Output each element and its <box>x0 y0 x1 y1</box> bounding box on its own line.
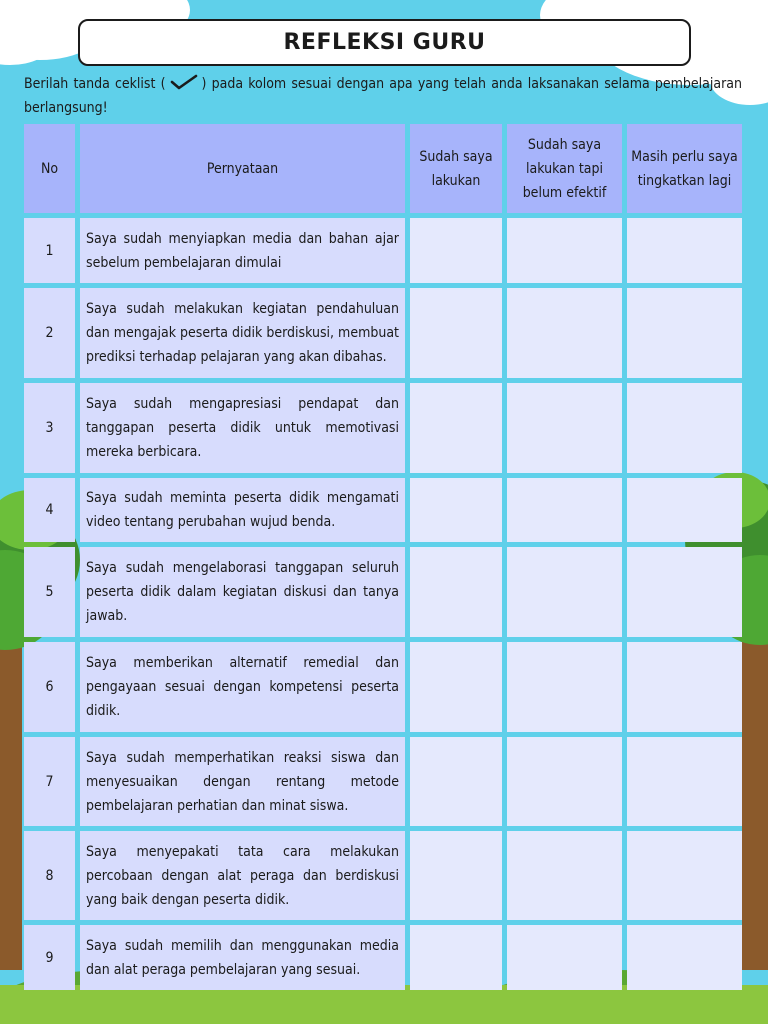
row-statement <box>80 547 405 637</box>
row-number: 3 <box>24 383 75 473</box>
row-number: 7 <box>24 737 75 826</box>
checkbox-done[interactable] <box>410 737 502 826</box>
row-statement-text: Saya menyepakati tata cara melakukan percobaan dengan alat peraga dan berdiskusi yang baik dengan peserta didik. <box>86 843 399 908</box>
checkbox-not-effective[interactable] <box>507 925 622 990</box>
checkbox-improve[interactable] <box>627 288 742 378</box>
row-number: 1 <box>24 218 75 283</box>
row-statement <box>80 218 405 283</box>
page-title: REFLEKSI GURU <box>78 19 691 66</box>
checkbox-improve[interactable] <box>627 831 742 920</box>
row-statement <box>80 831 405 920</box>
header-statement: Pernyataan <box>80 124 405 213</box>
checkbox-not-effective[interactable] <box>507 642 622 732</box>
checkbox-not-effective[interactable] <box>507 737 622 826</box>
checkbox-done[interactable] <box>410 642 502 732</box>
checkbox-not-effective[interactable] <box>507 547 622 637</box>
row-number: 2 <box>24 288 75 378</box>
row-statement-text: Saya sudah memilih dan menggunakan media dan alat peraga pembelajaran yang sesuai. <box>86 937 399 978</box>
checkmark-icon <box>168 74 200 90</box>
checkbox-done[interactable] <box>410 478 502 542</box>
header-improve: Masih perlu saya tingkatkan lagi <box>627 124 742 213</box>
row-number: 4 <box>24 478 75 542</box>
checkbox-done[interactable] <box>410 383 502 473</box>
row-statement <box>80 478 405 542</box>
checkbox-done[interactable] <box>410 831 502 920</box>
row-number: 6 <box>24 642 75 732</box>
row-statement <box>80 288 405 378</box>
checkbox-improve[interactable] <box>627 642 742 732</box>
checkbox-not-effective[interactable] <box>507 478 622 542</box>
reflection-table <box>24 124 744 990</box>
checkbox-improve[interactable] <box>627 383 742 473</box>
checkbox-not-effective[interactable] <box>507 383 622 473</box>
row-statement <box>80 925 405 990</box>
checkbox-improve[interactable] <box>627 925 742 990</box>
checkbox-improve[interactable] <box>627 218 742 283</box>
row-number: 8 <box>24 831 75 920</box>
checkbox-done[interactable] <box>410 218 502 283</box>
row-statement <box>80 737 405 826</box>
row-statement-text: Saya sudah memperhatikan reaksi siswa dan menyesuaikan dengan rentang metode pembelajaran perhatian dan minat siswa. <box>86 749 399 814</box>
row-statement-text: Saya sudah mengelaborasi tanggapan seluruh peserta didik dalam kegiatan diskusi dan tanya jawab. <box>86 560 399 624</box>
header-done: Sudah saya lakukan <box>410 124 502 213</box>
row-statement <box>80 642 405 732</box>
row-number: 9 <box>24 925 75 990</box>
row-statement-text: Saya memberikan alternatif remedial dan pengayaan sesuai dengan kompetensi peserta didik. <box>86 655 399 719</box>
row-statement-text: Saya sudah meminta peserta didik mengamati video tentang perubahan wujud benda. <box>86 490 399 530</box>
checkbox-not-effective[interactable] <box>507 831 622 920</box>
instruction-text <box>24 72 742 120</box>
checkbox-done[interactable] <box>410 288 502 378</box>
checkbox-done[interactable] <box>410 547 502 637</box>
header-no: No <box>24 124 75 213</box>
row-statement-text: Saya sudah mengapresiasi pendapat dan tanggapan peserta didik untuk memotivasi mereka berbicara. <box>86 396 399 460</box>
checkbox-not-effective[interactable] <box>507 288 622 378</box>
header-not-effective: Sudah saya lakukan tapi belum efektif <box>507 124 622 213</box>
checkbox-improve[interactable] <box>627 737 742 826</box>
checkbox-improve[interactable] <box>627 547 742 637</box>
instruction-after: ) pada kolom sesuai dengan apa yang telah anda laksanakan selama pembelajaran berlangsung! <box>24 76 742 116</box>
checkbox-improve[interactable] <box>627 478 742 542</box>
row-statement-text: Saya sudah melakukan kegiatan pendahuluan dan mengajak peserta didik berdiskusi, membuat prediksi terhadap pelajaran yang akan dibahas. <box>86 301 399 365</box>
row-number: 5 <box>24 547 75 637</box>
row-statement <box>80 383 405 473</box>
row-statement-text: Saya sudah menyiapkan media dan bahan ajar sebelum pembelajaran dimulai <box>86 230 399 271</box>
checkbox-not-effective[interactable] <box>507 218 622 283</box>
checkbox-done[interactable] <box>410 925 502 990</box>
instruction-before: Berilah tanda ceklist ( <box>24 76 166 92</box>
